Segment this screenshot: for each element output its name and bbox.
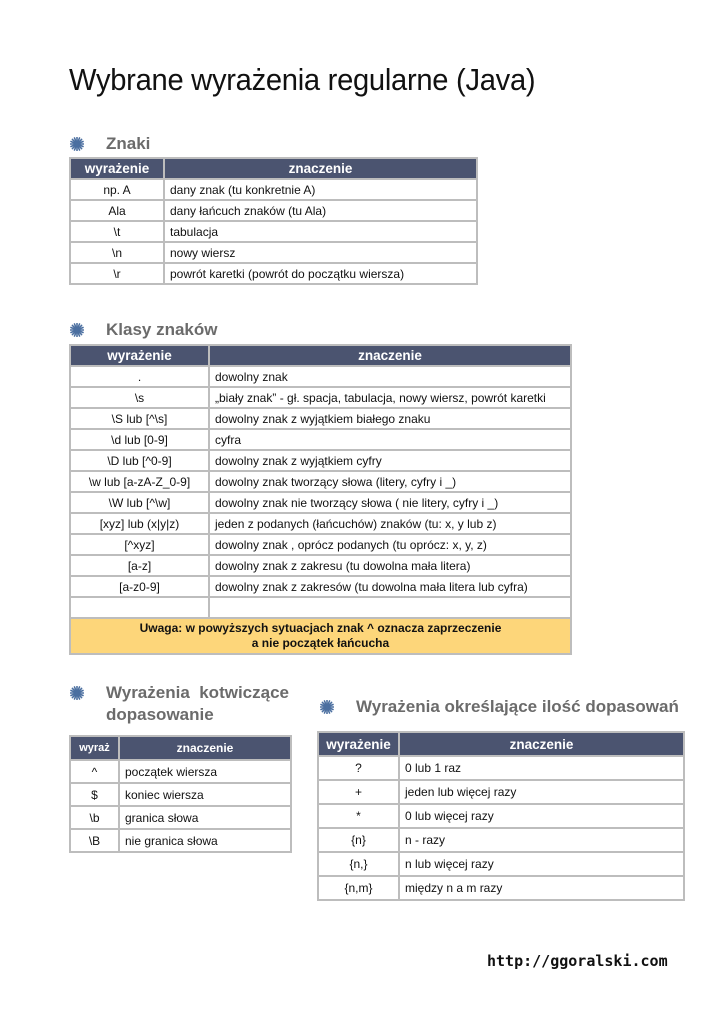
expression-cell: \B <box>70 829 119 852</box>
table-klasy <box>69 344 572 655</box>
column-header: znaczenie <box>164 158 477 179</box>
section-heading-ilosc: Wyrażenia określające ilość dopasowań <box>356 697 679 716</box>
expression-cell: [a-z0-9] <box>70 576 209 597</box>
heading-line-2: dopasowanie <box>106 705 214 724</box>
expression-cell: {n,} <box>318 852 399 876</box>
table-row <box>70 597 571 618</box>
expression-cell: \b <box>70 806 119 829</box>
expression-cell: np. A <box>70 179 164 200</box>
table-row <box>70 179 477 200</box>
table-row <box>70 366 571 387</box>
column-header: znaczenie <box>399 732 684 756</box>
section-kotwiczace <box>70 682 289 726</box>
expression-cell: \r <box>70 263 164 284</box>
meaning-cell: dowolny znak <box>209 366 571 387</box>
section-znaki <box>70 133 150 155</box>
meaning-cell: koniec wiersza <box>119 783 291 806</box>
expression-cell: \n <box>70 242 164 263</box>
table-row <box>70 450 571 471</box>
expression-cell: ^ <box>70 760 119 783</box>
column-header: znaczenie <box>209 345 571 366</box>
meaning-cell: jeden z podanych (łańcuchów) znaków (tu: x, y lub z) <box>209 513 571 534</box>
column-header: wyraż <box>70 736 119 760</box>
heading-line-1: Wyrażenia kotwiczące <box>106 683 289 702</box>
meaning-cell: „biały znak” - gł. spacja, tabulacja, nowy wiersz, powrót karetki <box>209 387 571 408</box>
section-heading-klasy: Klasy znaków <box>106 320 218 339</box>
expression-cell: $ <box>70 783 119 806</box>
column-header: znaczenie <box>119 736 291 760</box>
table-row <box>318 828 684 852</box>
column-header: wyrażenie <box>70 158 164 179</box>
meaning-cell: dowolny znak , oprócz podanych (tu oprócz: x, y, z) <box>209 534 571 555</box>
meaning-cell: tabulacja <box>164 221 477 242</box>
meaning-cell <box>209 597 571 618</box>
table-row <box>70 242 477 263</box>
expression-cell: \W lub [^\w] <box>70 492 209 513</box>
meaning-cell: powrót karetki (powrót do początku wiersza) <box>164 263 477 284</box>
expression-cell: [a-z] <box>70 555 209 576</box>
expression-cell: \t <box>70 221 164 242</box>
column-header: wyrażenie <box>70 345 209 366</box>
expression-cell: {n} <box>318 828 399 852</box>
table-znaki <box>69 157 478 285</box>
expression-cell: \w lub [a-zA-Z_0-9] <box>70 471 209 492</box>
table-row <box>70 200 477 221</box>
meaning-cell: początek wiersza <box>119 760 291 783</box>
bullet-icon <box>70 323 84 337</box>
table-row <box>318 756 684 780</box>
table-row <box>70 513 571 534</box>
expression-cell: + <box>318 780 399 804</box>
column-header: wyrażenie <box>318 732 399 756</box>
table-row <box>70 760 291 783</box>
meaning-cell: dowolny znak z zakresu (tu dowolna mała litera) <box>209 555 571 576</box>
table-row <box>70 829 291 852</box>
table-row <box>70 534 571 555</box>
expression-cell: . <box>70 366 209 387</box>
table-row <box>318 780 684 804</box>
table-row <box>318 804 684 828</box>
footer-url[interactable]: http://ggoralski.com <box>487 952 668 970</box>
table-header-row <box>318 732 684 756</box>
meaning-cell: dany znak (tu konkretnie A) <box>164 179 477 200</box>
meaning-cell: dowolny znak z wyjątkiem białego znaku <box>209 408 571 429</box>
expression-cell: ? <box>318 756 399 780</box>
bullet-icon <box>320 700 334 714</box>
meaning-cell: nowy wiersz <box>164 242 477 263</box>
note-cell <box>70 618 571 654</box>
section-ilosc <box>320 696 679 718</box>
table-row <box>70 783 291 806</box>
meaning-cell: jeden lub więcej razy <box>399 780 684 804</box>
meaning-cell: 0 lub 1 raz <box>399 756 684 780</box>
expression-cell: \s <box>70 387 209 408</box>
table-header-row <box>70 345 571 366</box>
table-row <box>70 263 477 284</box>
note-line-1: Uwaga: w powyższych sytuacjach znak ^ oznacza zaprzeczenie <box>139 621 502 635</box>
meaning-cell: cyfra <box>209 429 571 450</box>
expression-cell: \d lub [0-9] <box>70 429 209 450</box>
meaning-cell: między n a m razy <box>399 876 684 900</box>
page-title: Wybrane wyrażenia regularne (Java) <box>69 62 536 97</box>
section-heading-znaki: Znaki <box>106 134 151 153</box>
meaning-cell: dowolny znak z wyjątkiem cyfry <box>209 450 571 471</box>
section-klasy <box>70 319 218 341</box>
table-ilosc <box>317 731 685 901</box>
table-kotwiczace <box>69 735 292 853</box>
table-row <box>70 387 571 408</box>
table-row <box>70 408 571 429</box>
meaning-cell: n lub więcej razy <box>399 852 684 876</box>
expression-cell: \S lub [^\s] <box>70 408 209 429</box>
meaning-cell: 0 lub więcej razy <box>399 804 684 828</box>
section-heading-kotwiczace <box>106 682 289 726</box>
expression-cell: \D lub [^0-9] <box>70 450 209 471</box>
table-row <box>70 429 571 450</box>
table-row <box>70 806 291 829</box>
meaning-cell: dowolny znak z zakresów (tu dowolna mała litera lub cyfra) <box>209 576 571 597</box>
expression-cell: [xyz] lub (x|y|z) <box>70 513 209 534</box>
note-row <box>70 618 571 654</box>
meaning-cell: dowolny znak tworzący słowa (litery, cyfry i _) <box>209 471 571 492</box>
table-row <box>70 492 571 513</box>
bullet-icon <box>70 686 84 700</box>
table-row <box>70 555 571 576</box>
meaning-cell: dany łańcuch znaków (tu Ala) <box>164 200 477 221</box>
expression-cell: * <box>318 804 399 828</box>
table-row <box>318 852 684 876</box>
expression-cell: {n,m} <box>318 876 399 900</box>
bullet-icon <box>70 137 84 151</box>
meaning-cell: dowolny znak nie tworzący słowa ( nie litery, cyfry i _) <box>209 492 571 513</box>
meaning-cell: n - razy <box>399 828 684 852</box>
expression-cell <box>70 597 209 618</box>
table-row <box>70 221 477 242</box>
table-row <box>318 876 684 900</box>
table-row <box>70 471 571 492</box>
meaning-cell: nie granica słowa <box>119 829 291 852</box>
table-row <box>70 576 571 597</box>
expression-cell: [^xyz] <box>70 534 209 555</box>
expression-cell: Ala <box>70 200 164 221</box>
table-header-row <box>70 736 291 760</box>
table-header-row <box>70 158 477 179</box>
meaning-cell: granica słowa <box>119 806 291 829</box>
note-line-2: a nie początek łańcucha <box>251 636 390 650</box>
